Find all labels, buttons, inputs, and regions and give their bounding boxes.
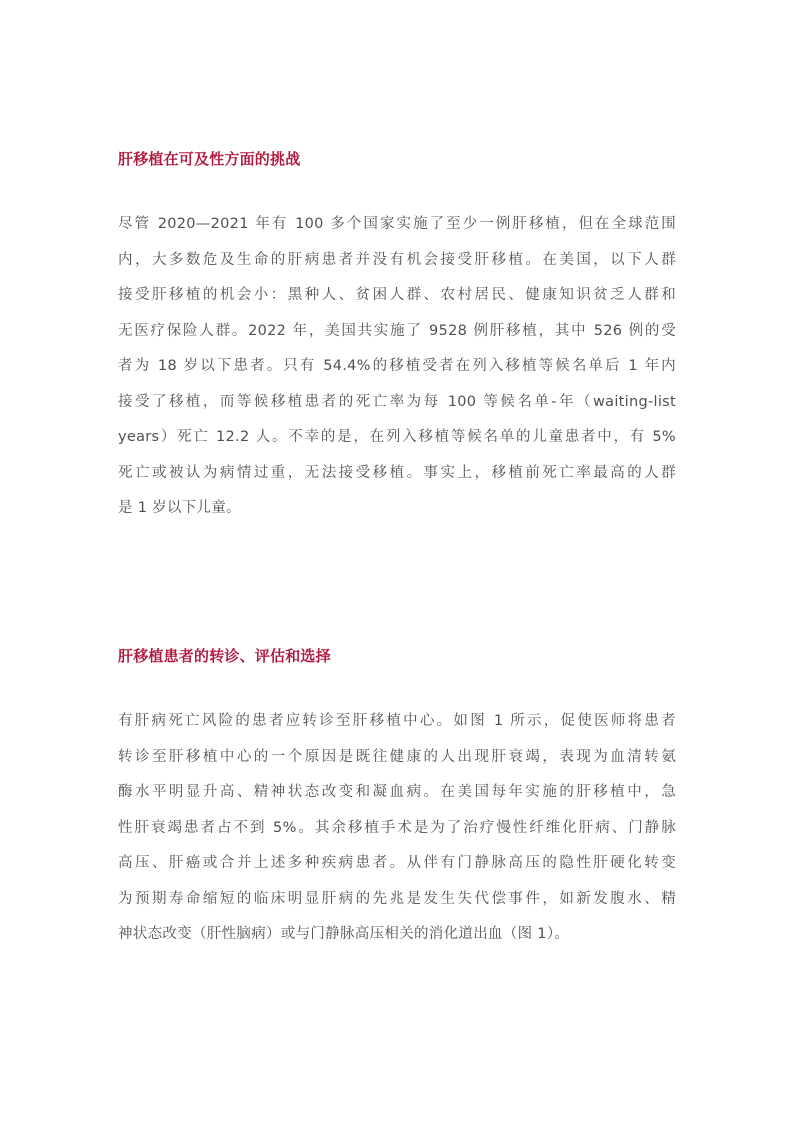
paragraph-line: 神状态改变（肝性脑病）或与门静脉高压相关的消化道出血（图 1）。 [118,926,570,942]
paragraph-line: 死亡或被认为病情过重，无法接受移植。事实上，移植前死亡率最高的人群 [118,464,676,481]
section-heading: 肝移植患者的转诊、评估和选择 [118,647,331,665]
paragraph-line: 接受肝移植的机会小：黑种人、贫困人群、农村居民、健康知识贫乏人群和 [118,287,676,303]
paragraph-line: 性肝衰竭患者占不到 5%。其余移植手术是为了治疗慢性纤维化肝病、门静脉 [118,819,676,836]
paragraph-line: 内，大多数危及生命的肝病患者并没有机会接受肝移植。在美国，以下人群 [118,251,676,268]
section-paragraph [118,704,676,953]
paragraph-line: years）死亡 12.2 人。不幸的是，在列入移植等候名单的儿童患者中，有 5% [118,429,676,445]
section-paragraph [118,207,676,527]
section-heading: 肝移植在可及性方面的挑战 [118,150,301,168]
section-accessibility-challenges [118,148,676,527]
paragraph-line: 尽管 2020—2021 年有 100 多个国家实施了至少一例肝移植，但在全球范围 [118,216,676,232]
paragraph-line: 无医疗保险人群。2022 年，美国共实施了 9528 例肝移植，其中 526 例的受 [118,322,676,339]
paragraph-line: 接受了移植，而等候移植患者的死亡率为每 100 等候名单-年（waiting-list [118,393,676,410]
paragraph-line: 者为 18 岁以下患者。只有 54.4%的移植受者在列入移植等候名单后 1 年内 [118,358,676,374]
paragraph-line: 酶水平明显升高、精神状态改变和凝血病。在美国每年实施的肝移植中，急 [118,784,676,800]
paragraph-line: 转诊至肝移植中心的一个原因是既往健康的人出现肝衰竭，表现为血清转氨 [118,748,676,765]
paragraph-line: 为预期寿命缩短的临床明显肝病的先兆是发生失代偿事件，如新发腹水、精 [118,890,676,907]
section-referral-evaluation [118,645,676,953]
paragraph-line: 有肝病死亡风险的患者应转诊至肝移植中心。如图 1 所示，促使医师将患者 [118,713,676,729]
paragraph-line: 是 1 岁以下儿童。 [118,500,241,516]
paragraph-line: 高压、肝癌或合并上述多种疾病患者。从伴有门静脉高压的隐性肝硬化转变 [118,855,676,871]
